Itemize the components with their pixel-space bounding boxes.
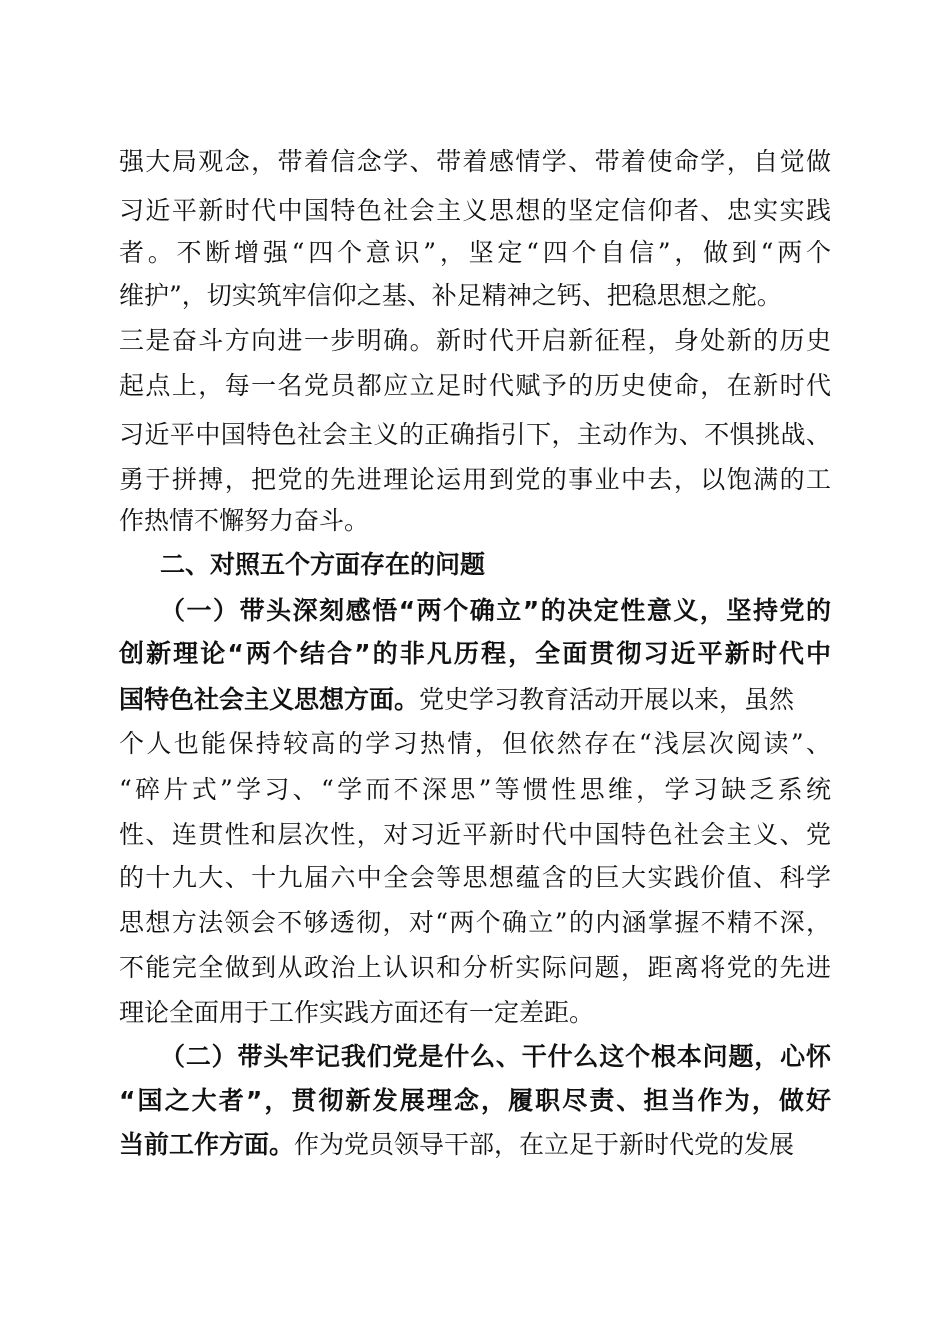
mixed-line	[119, 1125, 831, 1165]
subsection-heading: 创新理论“两个结合”的非凡历程，全面贯彻习近平新时代中	[119, 639, 831, 668]
body-line: 理论全面用于工作实践方面还有一定差距。	[119, 998, 595, 1027]
subsection-heading: （二）带头牢记我们党是什么、干什么这个根本问题，心怀	[160, 1042, 831, 1071]
body-line: 习近平新时代中国特色社会主义思想的坚定信仰者、忠实实践	[119, 196, 831, 225]
body-text: 党史学习教育活动开展以来，虽然	[419, 685, 795, 714]
body-line: 不能完全做到从政治上认识和分析实际问题，距离将党的先进	[119, 953, 831, 982]
body-line: 勇于拼搏，把党的先进理论运用到党的事业中去，以饱满的工	[119, 465, 831, 494]
subsection-heading: （一）带头深刻感悟“两个确立”的决定性意义，坚持党的	[160, 596, 831, 625]
body-line: 习近平中国特色社会主义的正确指引下，主动作为、不惧挑战、	[119, 420, 831, 449]
section-heading: 二、对照五个方面存在的问题	[160, 550, 486, 579]
body-line: 起点上，每一名党员都应立足时代赋予的历史使命，在新时代	[119, 371, 831, 400]
body-text: 作为党员领导干部，在立足于新时代党的发展	[294, 1130, 795, 1159]
body-line: 三是奋斗方向进一步明确。新时代开启新征程，身处新的历史	[119, 326, 831, 355]
body-line: 作热情不懈努力奋斗。	[119, 506, 370, 535]
body-line: “碎片式”学习、“学而不深思”等惯性思维，学习缺乏系统	[119, 775, 831, 804]
mixed-line	[119, 680, 831, 720]
body-line: 性、连贯性和层次性，对习近平新时代中国特色社会主义、党	[119, 820, 831, 849]
subsection-heading: “国之大者”，贯彻新发展理念，履职尽责、担当作为，做好	[119, 1086, 831, 1115]
body-line: 思想方法领会不够透彻，对“两个确立”的内涵掌握不精不深，	[119, 908, 831, 937]
body-line: 者。不断增强“四个意识”，坚定“四个自信”，做到“两个	[119, 238, 831, 267]
subsection-heading-tail: 国特色社会主义思想方面。	[119, 685, 420, 714]
body-line: 维护”，切实筑牢信仰之基、补足精神之钙、把稳思想之舵。	[119, 281, 782, 310]
body-line: 的十九大、十九届六中全会等思想蕴含的巨大实践价值、科学	[119, 863, 831, 892]
body-line: 强大局观念，带着信念学、带着感情学、带着使命学，自觉做	[119, 147, 831, 176]
body-line: 个人也能保持较高的学习热情，但依然存在“浅层次阅读”、	[119, 729, 831, 758]
subsection-heading-tail: 当前工作方面。	[119, 1130, 295, 1159]
